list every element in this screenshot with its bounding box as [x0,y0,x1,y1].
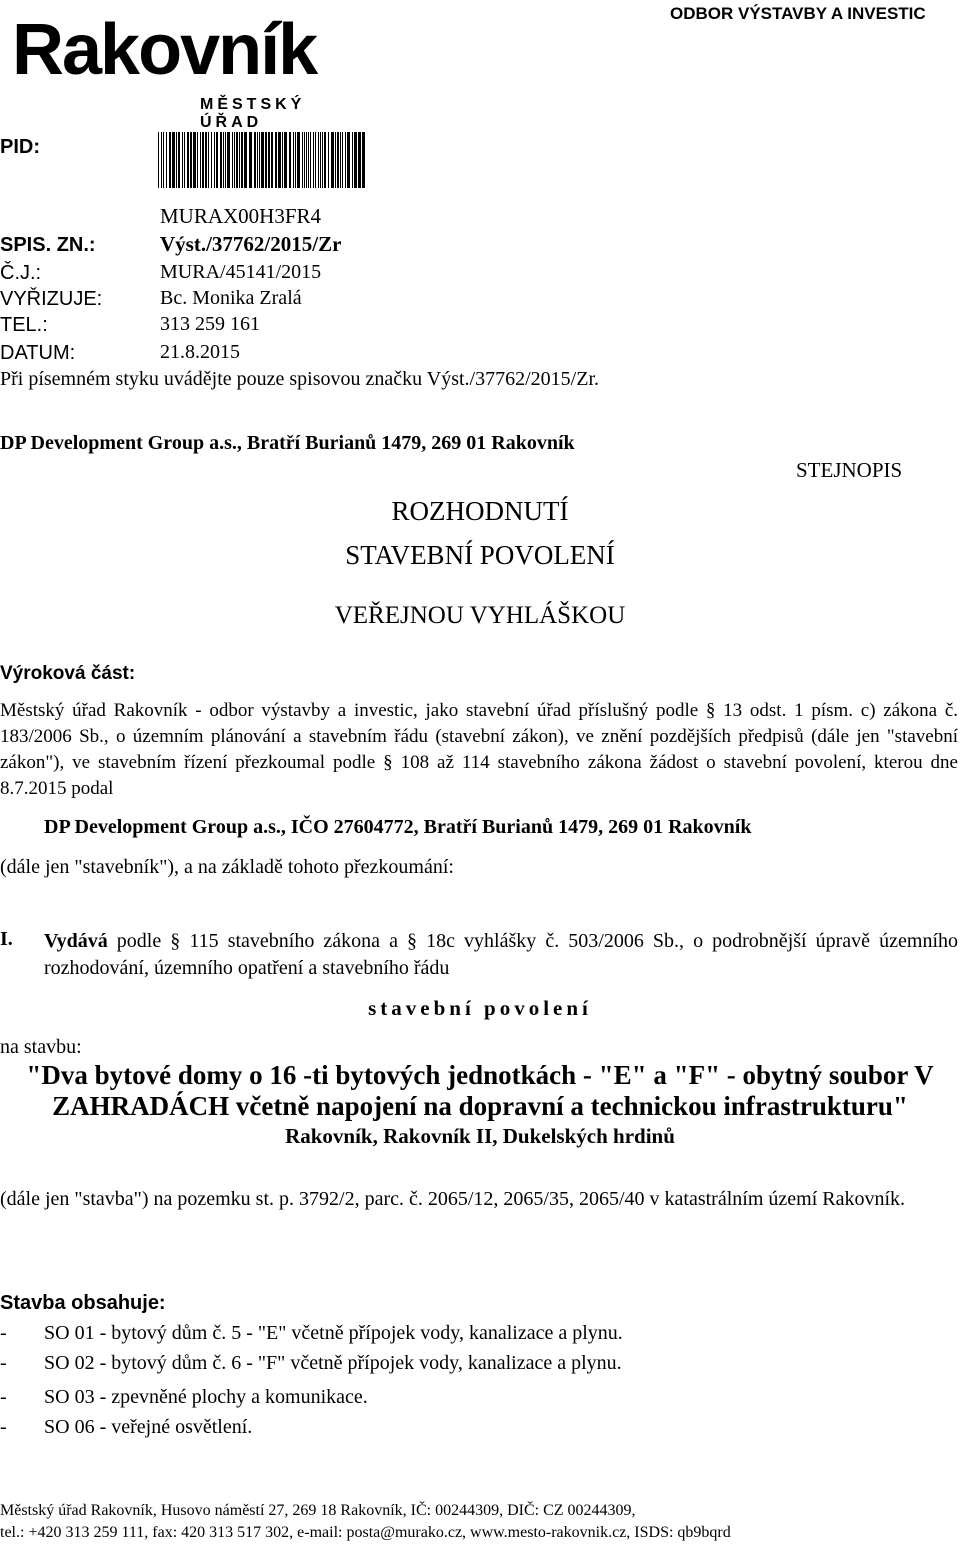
building-title-line1: "Dva bytové domy o 16 -ti bytových jednotkách - "E" a "F" - obytný soubor V [26,1060,934,1090]
recipient-address: DP Development Group a.s., Bratří Burianů 1479, 269 01 Rakovník [0,432,575,454]
list-item: - SO 02 - bytový dům č. 6 - "F" včetně přípojek vody, kanalizace a plynu. [0,1352,622,1374]
section-i-body: podle § 115 stavebního zákona a § 18c vyhlášky č. 503/2006 Sb., o podrobnější úpravě územního rozhodování, územního opatření a stavebního řádu [44,930,958,979]
title-verejnou-vyhlaskou [0,602,960,630]
meta-label-spis: SPIS. ZN.: [0,234,96,256]
stavebni-povoleni-heading: stavební povolení [368,996,592,1020]
section-i-lead: Vydává [44,930,108,952]
meta-label-tel: TEL.: [0,314,48,336]
copy-mark: STEJNOPIS [796,458,903,482]
barcode-text: MURAX00H3FR4 [160,204,322,228]
title-stavebni-povoleni [0,540,960,571]
meta-value-tel: 313 259 161 [160,313,260,335]
meta-value-vyrizuje: Bc. Monika Zralá [160,287,302,309]
list-item-text: SO 01 - bytový dům č. 5 - "E" včetně přípojek vody, kanalizace a plynu. [44,1322,623,1344]
plot-paragraph: (dále jen "stavba") na pozemku st. p. 3792/2, parc. č. 2065/12, 2065/35, 2065/40 v katastrálním území Rakovník. [0,1188,906,1210]
building-location: Rakovník, Rakovník II, Dukelských hrdinů [285,1124,675,1148]
meta-value-spis: Výst./37762/2015/Zr [160,232,342,256]
logo-rakovnik [12,10,372,131]
na-stavbu-label: na stavbu: [0,1036,82,1058]
applicant-note: (dále jen "stavebník"), a na základě tohoto přezkoumání: [0,856,454,878]
title-rozhodnuti [0,496,960,527]
title-stavebni-povoleni-text: STAVEBNÍ POVOLENÍ [345,540,615,570]
decision-paragraph: Městský úřad Rakovník - odbor výstavby a investic, jako stavební úřad příslušný podle § 13 odst. 1 písm. c) zákona č. 183/2006 Sb., o územním plánování a stavebním řádu (stavební zákon), ve znění pozdějších předpisů (dále jen "stavební zákon"), ve stavebním řízení přezkoumal podle § 108 až 114 stavebního zákona žádost o stavební povolení, kterou dne 8.7.2015 podal [0,700,958,799]
footer-line2: tel.: +420 313 259 111, fax: 420 313 517 302, e-mail: posta@murako.cz, www.mesto-rakovnik.cz, ISDS: qb9bqrd [0,1524,731,1541]
section-i-text [44,928,958,982]
meta-value-datum: 21.8.2015 [160,341,240,363]
list-item: - SO 06 - veřejné osvětlení. [0,1416,253,1438]
section-label-vyrokova-cast: Výroková část: [0,663,136,684]
list-item: - SO 03 - zpevněné plochy a komunikace. [0,1386,368,1408]
list-item: - SO 01 - bytový dům č. 5 - "E" včetně přípojek vody, kanalizace a plynu. [0,1322,623,1344]
meta-label-datum: DATUM: [0,342,76,364]
logo-wordmark: Rakovník [12,10,317,90]
barcode-icon [158,132,366,198]
department-name: ODBOR VÝSTAVBY A INVESTIC [670,4,926,23]
footer-line1: Městský úřad Rakovník, Husovo náměstí 27, 269 18 Rakovník, IČ: 00244309, DIČ: CZ 00244309, [0,1502,636,1519]
stavba-obsahuje-label: Stavba obsahuje: [0,1292,166,1314]
meta-label-vyrizuje: VYŘIZUJE: [0,288,103,310]
list-item-text: SO 06 - veřejné osvětlení. [44,1416,253,1438]
meta-label-cj: Č.J.: [0,262,42,284]
applicant-line: DP Development Group a.s., IČO 27604772, Bratří Burianů 1479, 269 01 Rakovník [44,816,752,838]
title-verejnou-vyhlaskou-text: VEŘEJNOU VYHLÁŠKOU [334,602,626,629]
list-item-text: SO 02 - bytový dům č. 6 - "F" včetně přípojek vody, kanalizace a plynu. [44,1352,622,1374]
reference-note: Při písemném styku uvádějte pouze spisovou značku Výst./37762/2015/Zr. [0,368,600,390]
title-rozhodnuti-text: ROZHODNUTÍ [391,496,569,526]
meta-value-cj: MURA/45141/2015 [160,261,322,283]
section-number: I. [0,928,13,950]
building-title-line2: ZAHRADÁCH včetně napojení na dopravní a technickou infrastrukturu" [52,1091,908,1121]
pid-label: PID: [0,136,40,158]
list-item-text: SO 03 - zpevněné plochy a komunikace. [44,1386,368,1408]
logo-subtitle: MĚSTSKÝ ÚŘAD [200,96,306,131]
